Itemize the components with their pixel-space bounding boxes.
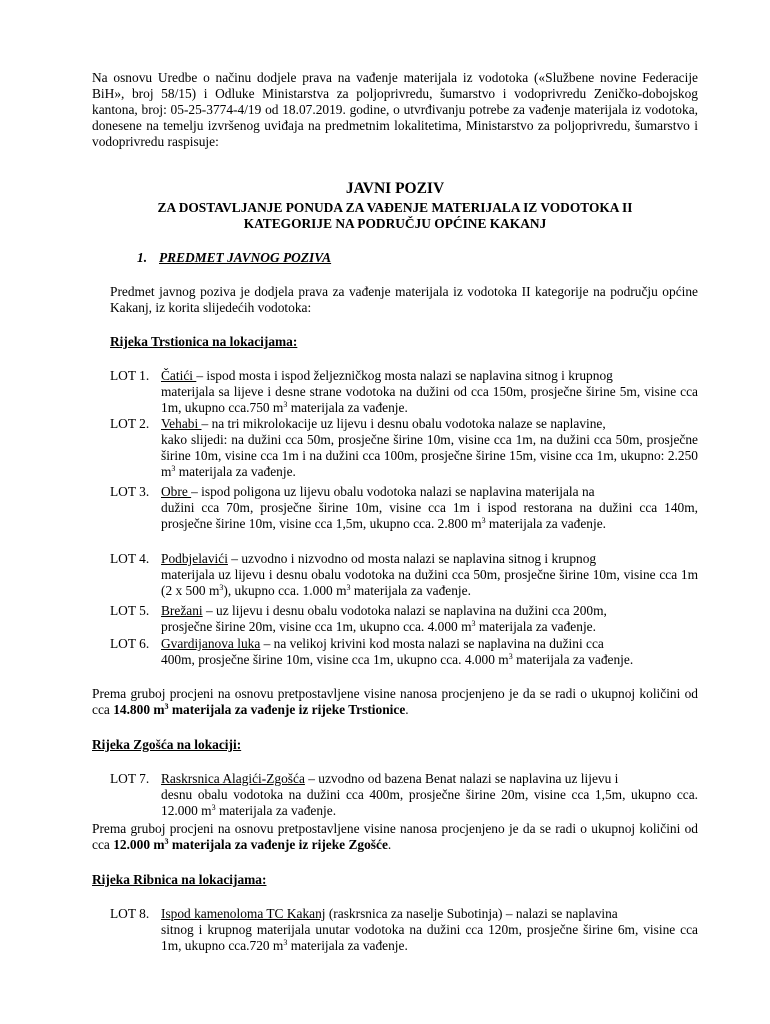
lot-item [110, 603, 698, 635]
lot-item [110, 551, 698, 599]
lot-label: LOT 8. [110, 906, 150, 921]
section-title: PREDMET JAVNOG POZIVA [159, 250, 332, 265]
unit-superscript: 3 [346, 583, 351, 592]
document-subtitle-line-2: KATEGORIJE NA PODRUČJU OPĆINE KAKANJ [243, 216, 547, 231]
lot-place: Čatići [161, 368, 197, 383]
river-heading-zgosca: Rijeka Zgošća na lokaciji: [92, 737, 242, 752]
unit-superscript: 3 [471, 619, 476, 628]
lot-place: Vehabi [161, 416, 202, 431]
unit-superscript: 3 [219, 583, 224, 592]
lot-text: – uz lijevu i desnu obalu vodotoka nalazi se naplavina na dužini cca 200m, [202, 603, 607, 618]
lot-label: LOT 5. [110, 603, 150, 618]
lot-text: 400m, prosječne širine 10m, visine cca 1m, ukupno cca. 4.000 m [161, 652, 509, 667]
lot-text: ), ukupno cca. 1.000 m [223, 583, 347, 598]
lot-text: (raskrsnica za naselje Subotinja) – nalazi se naplavina [325, 906, 618, 921]
document-title: JAVNI POZIV [345, 180, 445, 197]
lot-text: dužini cca 70m, prosječne širine 10m, visine cca 1m i ispod restorana na dužini cca 140m, prosječne širine 10m, visine cca 1,5m, ukupno cca. 2.800 m [161, 500, 698, 531]
lot-label: LOT 6. [110, 636, 150, 651]
lot-item [110, 484, 698, 532]
summary-end: . [405, 702, 409, 717]
summary-text: Prema gruboj procjeni na osnovu pretpostavljene visine nanosa procjenjeno je da se radi o ukupnoj količini od cca [92, 686, 698, 717]
river-heading-trstionica: Rijeka Trstionica na lokacijama: [110, 334, 298, 349]
lot-text: – na velikoj krivini kod mosta nalazi se naplavina na dužini cca [260, 636, 604, 651]
unit-superscript: 3 [164, 702, 169, 711]
summary-end: . [387, 837, 392, 852]
unit-superscript: 3 [481, 516, 486, 525]
lot-text: – ispod poligona uz lijevu obalu vodotoka nalazi se naplavina materijala na [191, 484, 595, 499]
lot-text: prosječne širine 20m, visine cca 1m, ukupno cca. 4.000 m [161, 619, 472, 634]
intro-paragraph: Na osnovu Uredbe o načinu dodjele prava na vađenje materijala iz vodotoka («Službene novine Federacije BiH», broj 58/15) i Odluke Ministarstva za poljoprivredu, šumarstvo i vodoprivredu Zeničko-dobojskog kantona, broj: 05-25-3774-4/19 od 18.07.2019. godine, o utvrđivanju potrebe za vađenje materijala iz vodotoka, donesene na temelju izvršenog uviđaja na predmetnim lokalitetima, Ministarstvo za poljoprivredu, šumarstvo i vodoprivredu raspisuje: [92, 70, 698, 149]
lot-item [110, 636, 698, 668]
lot-label: LOT 2. [110, 416, 150, 431]
lot-place: Gvardijanova luka [161, 636, 261, 651]
lot-label: LOT 1. [110, 368, 150, 383]
summary-zgosca [92, 821, 698, 853]
lot-text: materijala za vađenje. [287, 938, 408, 953]
lot-place: Raskrsnica Alagići-Zgošća [161, 771, 305, 786]
lot-text: materijala za vađenje. [215, 803, 337, 818]
lot-text: kako slijedi: na dužini cca 50m, prosječne širine 10m, visine cca 1m, na dužini cca 50m, prosječne širine 10m, visine cca 1m i na dužini cca 100m, prosječne širine 15m, visine cca 1m, ukupno: 2.250 m [161, 432, 698, 479]
lot-place: Ispod kamenoloma TC Kakanj [161, 906, 326, 921]
lot-text: – uzvodno i nizvodno od mosta nalazi se naplavina sitnog i krupnog [227, 551, 597, 566]
lot-text: – na tri mikrolokacije uz lijevu i desnu obalu vodotoka nalaze se naplavine, [201, 416, 606, 431]
document-subtitle-line-1: ZA DOSTAVLJANJE PONUDA ZA VAĐENJE MATERIJALA IZ VODOTOKA II [157, 200, 633, 215]
unit-superscript: 3 [171, 464, 176, 473]
river-heading-ribnica: Rijeka Ribnica na lokacijama: [92, 872, 267, 887]
lot-text: materijala za vađenje. [287, 400, 408, 415]
section-heading [137, 250, 331, 266]
lot-place: Obre [161, 484, 192, 499]
lot-item [110, 368, 698, 416]
lot-text: materijala uz lijevu i desnu obalu vodotoka na dužini cca 50m, prosječne širine 10m, visine cca 1m (2 x 500 m [161, 567, 698, 598]
unit-superscript: 3 [283, 400, 288, 409]
lot-text: materijala za vađenje. [350, 583, 471, 598]
unit-superscript: 3 [211, 803, 216, 812]
summary-amount: 14.800 m [113, 702, 165, 717]
lot-text: – ispod mosta i ispod željezničkog mosta nalazi se naplavina sitnog i krupnog [196, 368, 613, 383]
lot-text: materijala za vađenje. [512, 652, 634, 667]
lot-item [110, 906, 698, 954]
lot-place: Brežani [161, 603, 203, 618]
summary-bold-text: materijala za vađenje iz rijeke Zgošće [168, 837, 388, 852]
lot-place: Podbjelavići [161, 551, 228, 566]
lot-item [110, 416, 698, 480]
summary-text: Prema gruboj procjeni na osnovu pretpostavljene visine nanosa procjenjeno je da se radi o ukupnoj količini od cca [92, 821, 698, 852]
lot-label: LOT 7. [110, 771, 150, 786]
summary-trstionica [92, 686, 698, 718]
unit-superscript: 3 [164, 837, 169, 846]
lot-text: desnu obalu vodotoka na dužini cca 400m, prosječne širine 20m, visine cca 1,5m, ukupno cca. 12.000 m [161, 787, 698, 818]
section-number: 1. [137, 250, 148, 265]
unit-superscript: 3 [508, 652, 513, 661]
unit-superscript: 3 [283, 938, 288, 947]
summary-amount: 12.000 m [113, 837, 165, 852]
lot-label: LOT 3. [110, 484, 150, 499]
summary-bold-text: materijala za vađenje iz rijeke Trstionice [168, 702, 406, 717]
lot-text: materijala za vađenje. [485, 516, 607, 531]
lot-text: sitnog i krupnog materijala unutar vodotoka na dužini cca 120m, prosječne širine 6m, visine cca 1m, ukupno cca.720 m [161, 922, 698, 953]
lot-label: LOT 4. [110, 551, 150, 566]
lot-text: – uzvodno od bazena Benat nalazi se naplavina uz lijevu i [304, 771, 619, 786]
predmet-paragraph: Predmet javnog poziva je dodjela prava za vađenje materijala iz vodotoka II kategorije na području općine Kakanj, iz korita slijedećih vodotoka: [110, 284, 698, 315]
lot-item [110, 771, 698, 819]
lot-text: materijala za vađenje. [175, 464, 296, 479]
lot-text: materijala sa lijeve i desne strane vodotoka na dužini od cca 150m, prosječne širine 5m, visine cca 1m, ukupno cca.750 m [161, 384, 698, 415]
lot-text: materijala za vađenje. [475, 619, 596, 634]
